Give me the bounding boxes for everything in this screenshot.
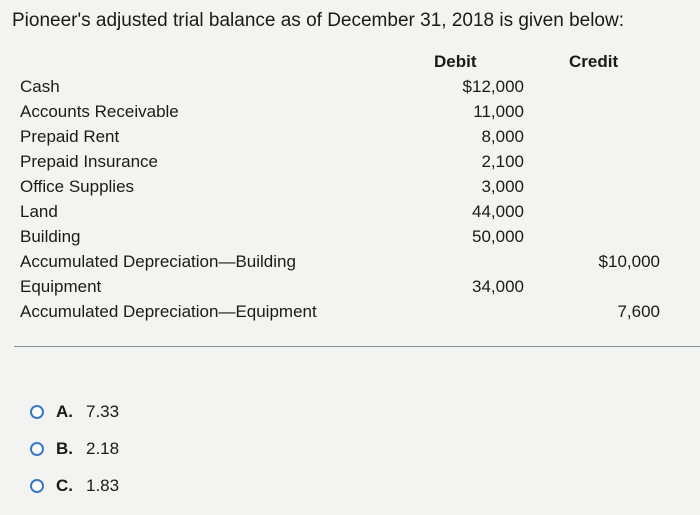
debit-column-header: Debit — [434, 52, 477, 71]
debit-amount: $12,000 — [462, 77, 524, 96]
debit-amount: 3,000 — [481, 177, 524, 196]
option-value: 1.83 — [86, 476, 120, 495]
account-name: Equipment — [20, 277, 102, 296]
debit-amount: 34,000 — [472, 277, 524, 296]
debit-amount: 50,000 — [472, 227, 524, 246]
debit-amount: 11,000 — [473, 102, 524, 121]
account-name: Prepaid Rent — [20, 127, 120, 146]
answer-option-c[interactable] — [30, 474, 119, 498]
account-name: Land — [20, 202, 58, 221]
option-value: 7.33 — [86, 402, 120, 421]
radio-button-icon[interactable] — [30, 479, 44, 493]
table-row — [0, 77, 700, 102]
table-row — [0, 177, 700, 202]
divider — [14, 346, 700, 347]
credit-amount: $10,000 — [598, 252, 660, 271]
account-name: Office Supplies — [20, 177, 135, 196]
table-row — [0, 102, 700, 127]
account-name: Accounts Receivable — [20, 102, 179, 121]
option-letter: C. — [56, 476, 73, 495]
debit-amount: 44,000 — [472, 202, 524, 221]
table-row — [0, 202, 700, 227]
account-name: Accumulated Depreciation—Equipment — [20, 302, 317, 321]
table-row — [0, 152, 700, 177]
radio-button-icon[interactable] — [30, 442, 44, 456]
account-name: Cash — [20, 77, 60, 96]
debit-amount: 8,000 — [481, 127, 524, 146]
option-value: 2.18 — [86, 439, 120, 458]
debit-amount: 2,100 — [481, 152, 524, 171]
option-letter: A. — [56, 402, 73, 421]
table-row — [0, 277, 700, 302]
table-row — [0, 127, 700, 152]
answer-option-a[interactable] — [30, 400, 119, 424]
account-name: Prepaid Insurance — [20, 152, 158, 171]
account-name: Building — [20, 227, 81, 246]
account-name: Accumulated Depreciation—Building — [20, 252, 296, 271]
question-title: Pioneer's adjusted trial balance as of December 31, 2018 is given below: — [12, 10, 624, 31]
table-row — [0, 302, 700, 327]
radio-button-icon[interactable] — [30, 405, 44, 419]
credit-column-header: Credit — [569, 52, 619, 71]
answer-option-b[interactable] — [30, 437, 119, 461]
credit-amount: 7,600 — [617, 302, 660, 321]
table-row — [0, 227, 700, 252]
option-letter: B. — [56, 439, 73, 458]
table-row — [0, 252, 700, 277]
